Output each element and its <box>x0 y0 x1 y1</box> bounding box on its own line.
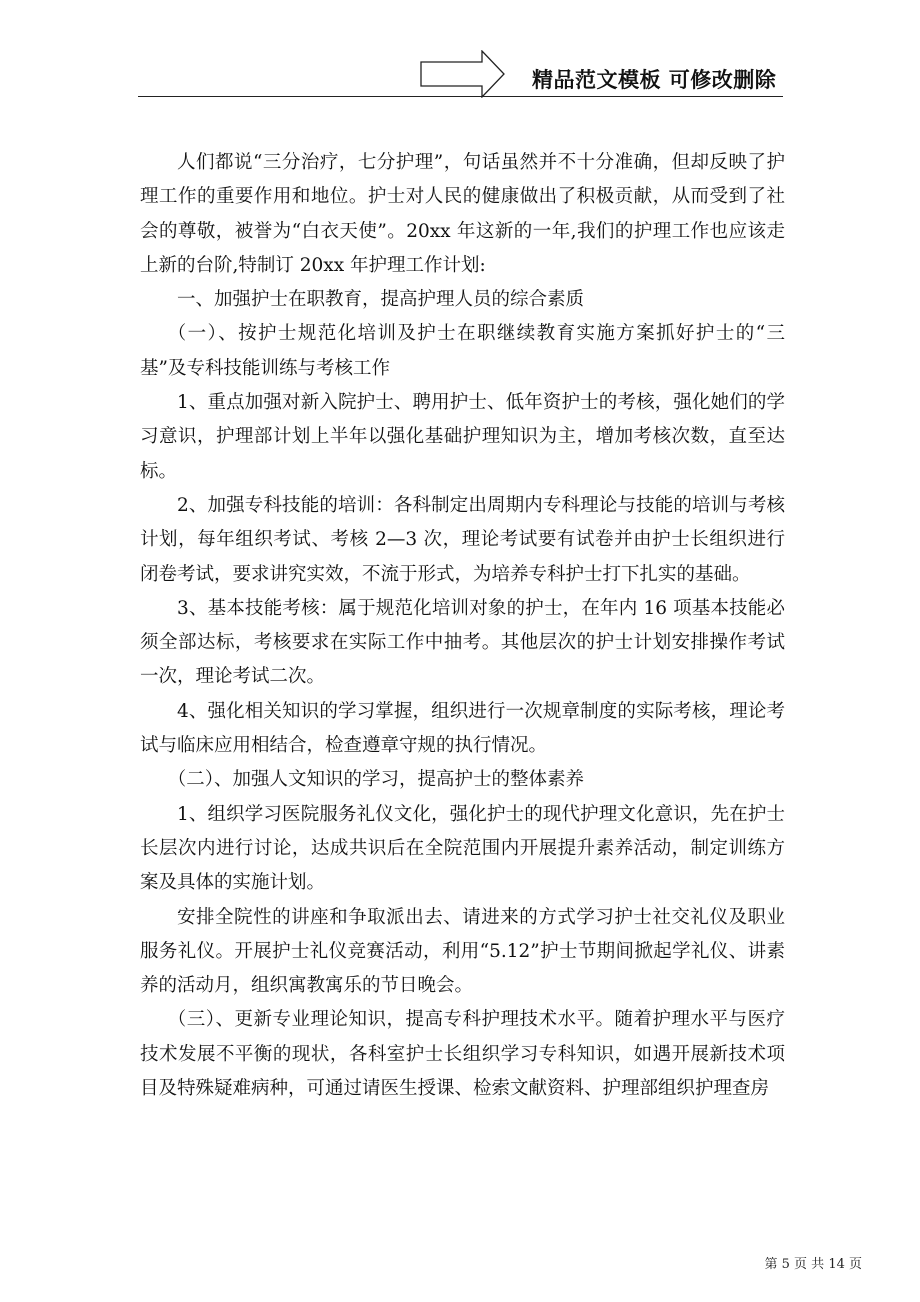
right-arrow-outline-icon <box>420 50 506 98</box>
intro-paragraph: 人们都说“三分治疗，七分护理”，句话虽然并不十分准确，但却反映了护理工作的重要作用和地位。护士对人民的健康做出了积极贡献，从而受到了社会的尊敬，被誉为“白衣天使”。20xx 年这新的一年,我们的护理工作也应该走上新的台阶,特制订 20xx 年护理工作计划: <box>140 152 785 276</box>
body-paragraph: 3、基本技能考核：属于规范化培训对象的护士，在年内 16 项基本技能必须全部达标，考核要求在实际工作中抽考。其他层次的护士计划安排操作考试一次，理论考试二次。 <box>140 597 785 688</box>
document-body <box>140 146 785 1106</box>
header-title: 精品范文模板 可修改删除 <box>532 68 777 92</box>
page-number: 第 5 页 共 14 页 <box>764 1257 862 1272</box>
body-paragraph: 安排全院性的讲座和争取派出去、请进来的方式学习护士社交礼仪及职业服务礼仪。开展护士礼仪竞赛活动，利用“5.12”护士节期间掀起学礼仪、讲素养的活动月，组织寓教寓乐的节日晚会。 <box>140 906 785 997</box>
header-divider <box>138 96 783 97</box>
body-paragraph: 4、强化相关知识的学习掌握，组织进行一次规章制度的实际考核，理论考试与临床应用相结合，检查遵章守规的执行情况。 <box>140 700 785 757</box>
body-paragraph: 1、组织学习医院服务礼仪文化，强化护士的现代护理文化意识，先在护士长层次内进行讨论，达成共识后在全院范围内开展提升素养活动，制定训练方案及具体的实施计划。 <box>140 803 785 894</box>
subsection-heading: （二）、加强人文知识的学习，提高护士的整体素养 <box>167 769 585 791</box>
subsection-paragraph: （三）、更新专业理论知识，提高专科护理技术水平。随着护理水平与医疗技术发展不平衡的现状，各科室护士长组织学习专科知识，如遇开展新技术项目及特殊疑难病种，可通过请医生授课、检索文献资料、护理部组织护理查房 <box>140 1009 785 1100</box>
body-paragraph: 2、加强专科技能的培训：各科制定出周期内专科理论与技能的培训与考核计划，每年组织考试、考核 2—3 次，理论考试要有试卷并由护士长组织进行闭卷考试，要求讲究实效，不流于形式，为培养专科护士打下扎实的基础。 <box>140 494 785 585</box>
body-paragraph: 1、重点加强对新入院护士、聘用护士、低年资护士的考核，强化她们的学习意识，护理部计划上半年以强化基础护理知识为主，增加考核次数，直至达标。 <box>140 392 785 482</box>
section-heading: 一、加强护士在职教育，提高护理人员的综合素质 <box>177 289 585 311</box>
subsection-heading: （一）、按护士规范化培训及护士在职继续教育实施方案抓好护士的“三基”及专科技能训练与考核工作 <box>140 323 785 379</box>
page-header <box>0 0 920 100</box>
